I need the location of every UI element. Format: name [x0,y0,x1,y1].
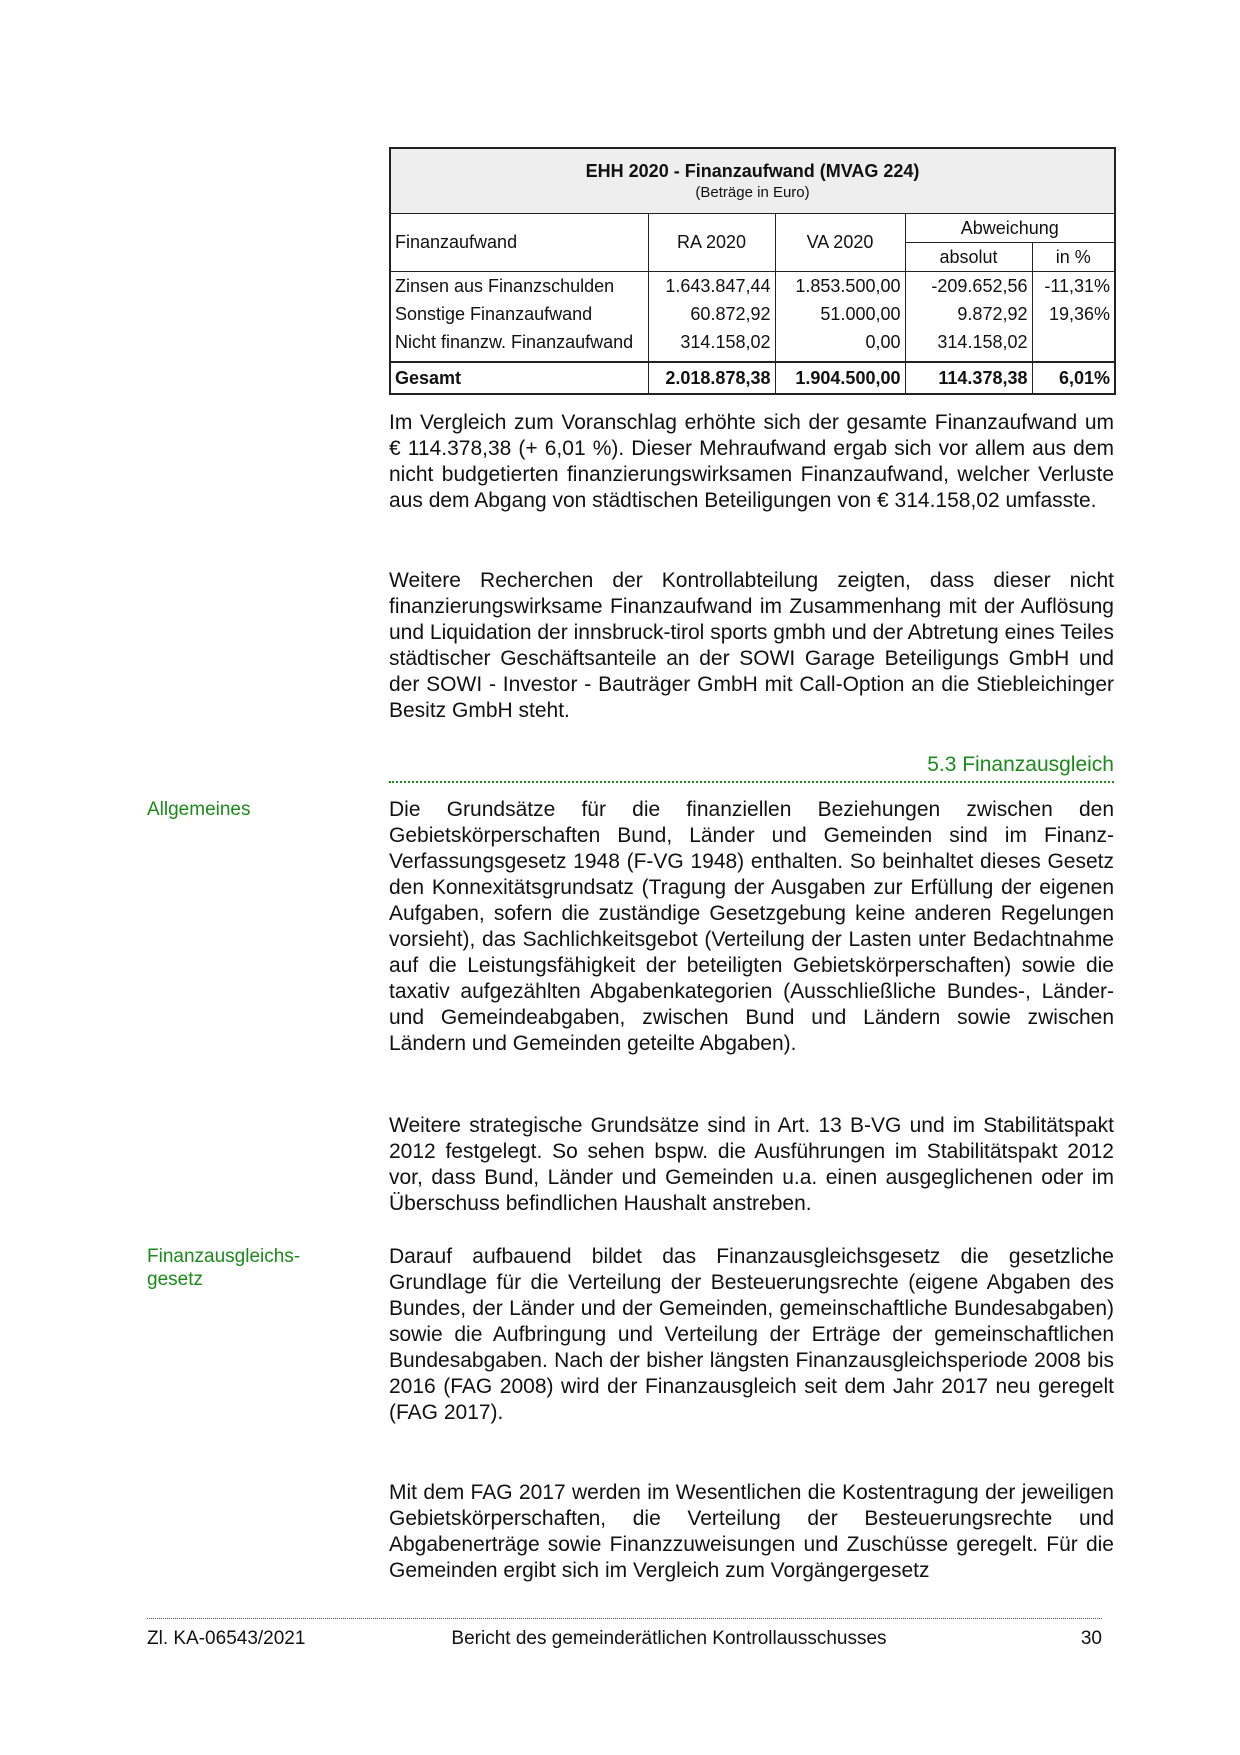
header-deviation: Abweichung [905,214,1115,243]
row-abs: -209.652,56 [905,272,1032,301]
row-abs: 314.158,02 [905,328,1032,356]
paragraph-grundsaetze: Die Grundsätze für die finanziellen Beziehungen zwischen den Gebietskörperschaften Bund, Länder und Gemeinden sind im Finanz-Verfassungsgesetz 1948 (F-VG 1948) enthalten. So beinhaltet dieses Gesetz den Konnexitätsgrundsatz (Tragung der Ausgaben zur Erfüllung der eigenen Aufgaben, sofern die zuständige Gesetzgebung keine anderen Regelungen vorsieht), das Sachlichkeitsgebot (Verteilung der Lasten unter Bedachtnahme auf die Leistungsfähigkeit der beteiligten Gebietskörperschaften) sowie die taxativ aufgezählten Abgabenkategorien (Ausschließliche Bundes-, Länder- und Gemeindeabgaben, zwischen Bund und Ländern sowie zwischen Ländern und Gemeinden geteilte Abgaben). [389,798,1114,1055]
table-row [390,328,1115,356]
side-label-line: gesetz [147,1269,203,1290]
row-pct: 19,36% [1032,300,1115,328]
table-title: EHH 2020 - Finanzaufwand (MVAG 224) [585,161,920,181]
row-va: 0,00 [775,328,905,356]
footer-reference: Zl. KA-06543/2021 [147,1628,306,1649]
header-percent: in % [1032,243,1115,272]
side-label-allgemeines: Allgemeines [147,799,251,820]
row-pct: -11,31% [1032,272,1115,301]
row-pct [1032,328,1115,356]
table-total-row [390,362,1115,394]
table-row [390,300,1115,328]
paragraph-stabilitaetspakt: Weitere strategische Grundsätze sind in Art. 13 B-VG und im Stabilitätspakt 2012 festgelegt. So sehen bspw. die Ausführungen im Stabilitätspakt 2012 vor, dass Bund, Länder und Gemeinden u.a. einen ausgeglichenen oder im Überschuss befindlichen Haushalt anstreben. [389,1114,1114,1215]
side-label-line: Finanzausgleichs- [147,1246,301,1267]
finanzaufwand-table [389,147,1116,395]
side-label-finanzausgleichsgesetz [147,1245,300,1291]
table-row [390,272,1115,301]
table-title-cell [390,148,1115,214]
row-ra: 1.643.847,44 [648,272,775,301]
total-label: Gesamt [390,362,648,394]
row-abs: 9.872,92 [905,300,1032,328]
row-ra: 314.158,02 [648,328,775,356]
header-va: VA 2020 [775,214,905,272]
paragraph-recherchen: Weitere Recherchen der Kontrollabteilung zeigten, dass dieser nicht finanzierungswirksame Finanzaufwand im Zusammenhang mit der Auflösung und Liquidation der innsbruck-tirol sports gmbh und der Abtretung eines Teiles städtischer Geschäftsanteile an der SOWI Garage Beteiligungs GmbH und der SOWI - Investor - Bauträger GmbH mit Call-Option an die Stiebleichinger Besitz GmbH steht. [389,569,1114,722]
header-ra: RA 2020 [648,214,775,272]
header-row-label: Finanzaufwand [390,214,648,272]
row-va: 51.000,00 [775,300,905,328]
total-abs: 114.378,38 [905,362,1032,394]
footer-title: Bericht des gemeinderätlichen Kontrollausschusses [451,1628,887,1649]
total-ra: 2.018.878,38 [648,362,775,394]
row-label: Sonstige Finanzaufwand [390,300,648,328]
row-va: 1.853.500,00 [775,272,905,301]
footer-divider [147,1618,1102,1619]
footer-page-number: 30 [1080,1628,1102,1649]
row-label: Zinsen aus Finanzschulden [390,272,648,301]
total-va: 1.904.500,00 [775,362,905,394]
row-ra: 60.872,92 [648,300,775,328]
paragraph-finanzaufwand-summary: Im Vergleich zum Voranschlag erhöhte sich der gesamte Finanzaufwand um € 114.378,38 (+ 6,01 %). Dieser Mehraufwand ergab sich vor allem aus dem nicht budgetierten finanzierungswirksamen Finanzaufwand, welcher Verluste aus dem Abgang von städtischen Beteiligungen von € 314.158,02 umfasste. [389,411,1114,512]
finance-table-container [389,147,1114,395]
table-subtitle: (Beträge in Euro) [695,184,810,201]
total-pct: 6,01% [1032,362,1115,394]
header-absolute: absolut [905,243,1032,272]
paragraph-fag-2017: Mit dem FAG 2017 werden im Wesentlichen die Kostentragung der jeweiligen Gebietskörperschaften, die Verteilung der Besteuerungsrechte und Abgabenerträge sowie Finanzzuweisungen und Zuschüsse geregelt. Für die Gemeinden ergibt sich im Vergleich zum Vorgängergesetz [389,1481,1114,1582]
row-label: Nicht finanzw. Finanzaufwand [390,328,648,356]
section-heading-finanzausgleich: 5.3 Finanzausgleich [389,753,1114,783]
paragraph-fag: Darauf aufbauend bildet das Finanzausgleichsgesetz die gesetzliche Grundlage für die Verteilung der Besteuerungsrechte (eigene Abgaben des Bundes, der Länder und der Gemeinden, gemeinschaftliche Bundesabgaben) sowie die Aufbringung und Verteilung der Erträge der gemeinschaftlichen Bundesabgaben. Nach der bisher längsten Finanzausgleichsperiode 2008 bis 2016 (FAG 2008) wird der Finanzausgleich seit dem Jahr 2017 neu geregelt (FAG 2017). [389,1245,1114,1424]
